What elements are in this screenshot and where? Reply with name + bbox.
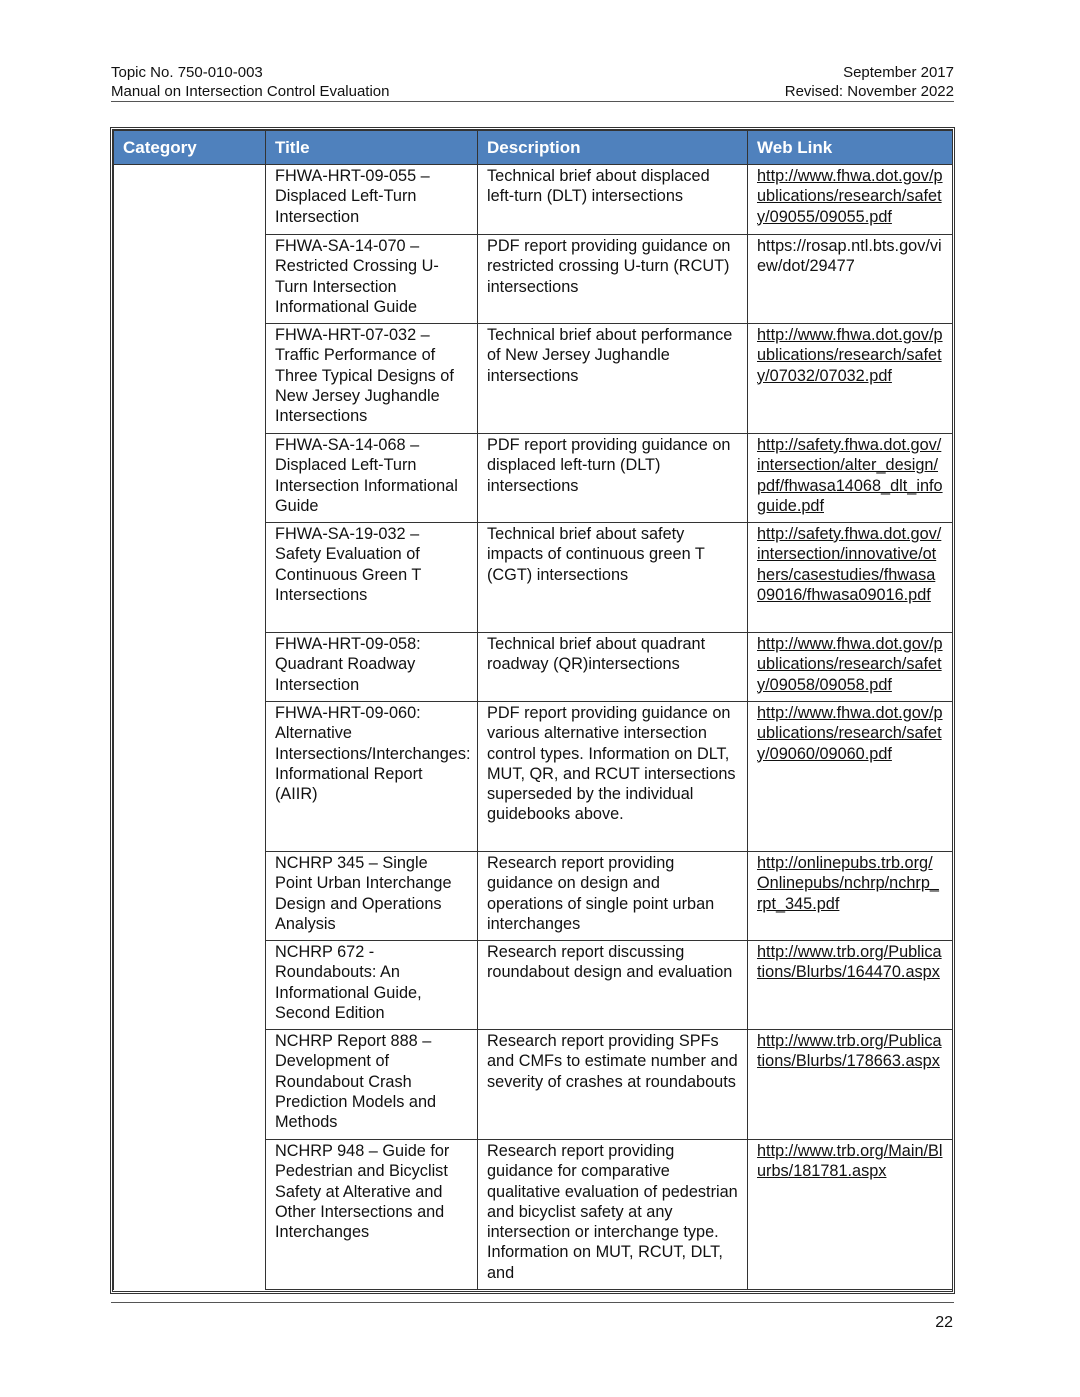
description-cell: Research report providing guidance on design and operations of single point urban interchanges — [478, 852, 748, 941]
web-link-cell — [748, 1140, 953, 1290]
publish-date: September 2017 — [843, 64, 954, 81]
header-left — [111, 63, 390, 101]
web-link[interactable]: http://www.trb.org/Publications/Blurbs/164470.aspx — [757, 943, 942, 982]
table-row — [114, 1030, 953, 1140]
description-cell: Technical brief about performance of New Jersey Jughandle intersections — [478, 324, 748, 434]
category-cell — [114, 941, 266, 1030]
title-cell: NCHRP 345 – Single Point Urban Interchange Design and Operations Analysis — [266, 852, 478, 941]
title-cell: FHWA-HRT-09-058: Quadrant Roadway Intersection — [266, 633, 478, 702]
web-link[interactable]: http://www.fhwa.dot.gov/publications/research/safety/09058/09058.pdf — [757, 635, 943, 694]
table-row — [114, 235, 953, 324]
table-row — [114, 165, 953, 235]
web-link[interactable]: http://onlinepubs.trb.org/Onlinepubs/nchrp/nchrp_rpt_345.pdf — [757, 854, 939, 913]
web-link-cell — [748, 1030, 953, 1140]
description-cell: Technical brief about quadrant roadway (QR)intersections — [478, 633, 748, 702]
title-cell: NCHRP 948 – Guide for Pedestrian and Bicyclist Safety at Alterative and Other Intersections and Interchanges — [266, 1140, 478, 1290]
description-cell: Research report providing guidance for comparative qualitative evaluation of pedestrian and bicyclist safety at any intersection or interchange type. Information on MUT, RCUT, DLT, and — [478, 1140, 748, 1290]
title-cell: FHWA-HRT-09-055 – Displaced Left-Turn Intersection — [266, 165, 478, 235]
category-cell — [114, 1030, 266, 1140]
title-cell: FHWA-SA-14-068 – Displaced Left-Turn Intersection Informational Guide — [266, 434, 478, 523]
column-header-description: Description — [478, 131, 748, 165]
table-row — [114, 434, 953, 523]
title-cell: FHWA-SA-19-032 – Safety Evaluation of Continuous Green T Intersections — [266, 523, 478, 633]
web-link-cell — [748, 165, 953, 235]
revised-date: Revised: November 2022 — [784, 83, 954, 100]
web-link[interactable]: http://www.fhwa.dot.gov/publications/research/safety/09060/09060.pdf — [757, 704, 943, 763]
title-cell: FHWA-HRT-07-032 – Traffic Performance of Three Typical Designs of New Jersey Jughandle Intersections — [266, 324, 478, 434]
table-row — [114, 324, 953, 434]
description-cell: PDF report providing guidance on displaced left-turn (DLT) intersections — [478, 434, 748, 523]
category-cell — [114, 523, 266, 633]
table-row — [114, 702, 953, 852]
web-link-cell — [748, 941, 953, 1030]
column-header-title: Title — [266, 131, 478, 165]
web-link-cell — [748, 235, 953, 324]
web-link-cell — [748, 324, 953, 434]
category-cell — [114, 702, 266, 852]
table-row — [114, 852, 953, 941]
title-cell: FHWA-SA-14-070 – Restricted Crossing U-Turn Intersection Informational Guide — [266, 235, 478, 324]
resource-table — [110, 127, 955, 1294]
title-cell: NCHRP Report 888 – Development of Roundabout Crash Prediction Models and Methods — [266, 1030, 478, 1140]
web-link-cell — [748, 633, 953, 702]
web-link-cell — [748, 434, 953, 523]
table-row — [114, 941, 953, 1030]
table-body — [114, 165, 953, 1290]
page-number: 22 — [935, 1314, 953, 1331]
description-cell: Technical brief about displaced left-turn (DLT) intersections — [478, 165, 748, 235]
table-row — [114, 633, 953, 702]
description-cell: Research report discussing roundabout design and evaluation — [478, 941, 748, 1030]
column-header-category: Category — [114, 131, 266, 165]
title-cell: FHWA-HRT-09-060: Alternative Intersections/Interchanges: Informational Report (AIIR) — [266, 702, 478, 852]
category-cell — [114, 852, 266, 941]
column-header-web-link: Web Link — [748, 131, 953, 165]
header-right — [785, 63, 954, 101]
web-link[interactable]: http://www.fhwa.dot.gov/publications/research/safety/07032/07032.pdf — [757, 326, 943, 385]
description-cell: Technical brief about safety impacts of continuous green T (CGT) intersections — [478, 523, 748, 633]
table-row — [114, 523, 953, 633]
web-link[interactable]: http://www.trb.org/Publications/Blurbs/178663.aspx — [757, 1032, 942, 1071]
web-link[interactable]: http://www.fhwa.dot.gov/publications/research/safety/09055/09055.pdf — [757, 167, 943, 226]
web-link[interactable]: http://safety.fhwa.dot.gov/intersection/innovative/others/casestudies/fhwasa09016/fhwasa09016.pdf — [757, 525, 942, 604]
topic-number: Topic No. 750-010-003 — [111, 64, 263, 81]
table-header-row — [114, 131, 953, 165]
title-cell: NCHRP 672 - Roundabouts: An Informational Guide, Second Edition — [266, 941, 478, 1030]
web-link[interactable]: http://www.trb.org/Main/Blurbs/181781.aspx — [757, 1142, 943, 1181]
category-cell — [114, 165, 266, 235]
category-cell — [114, 633, 266, 702]
header-divider — [111, 101, 954, 102]
web-link: https://rosap.ntl.bts.gov/view/dot/29477 — [757, 237, 942, 276]
category-cell — [114, 324, 266, 434]
description-cell: Research report providing SPFs and CMFs to estimate number and severity of crashes at roundabouts — [478, 1030, 748, 1140]
web-link-cell — [748, 702, 953, 852]
category-cell — [114, 1140, 266, 1290]
table-row — [114, 1140, 953, 1290]
category-cell — [114, 434, 266, 523]
footer-divider — [111, 1302, 954, 1303]
web-link[interactable]: http://safety.fhwa.dot.gov/intersection/alter_design/pdf/fhwasa14068_dlt_infoguide.pdf — [757, 436, 943, 515]
web-link-cell — [748, 523, 953, 633]
web-link-cell — [748, 852, 953, 941]
description-cell: PDF report providing guidance on various alternative intersection control types. Information on DLT, MUT, QR, and RCUT intersections superseded by the individual guidebooks above. — [478, 702, 748, 852]
description-cell: PDF report providing guidance on restricted crossing U-turn (RCUT) intersections — [478, 235, 748, 324]
manual-title: Manual on Intersection Control Evaluation — [111, 83, 390, 100]
category-cell — [114, 235, 266, 324]
